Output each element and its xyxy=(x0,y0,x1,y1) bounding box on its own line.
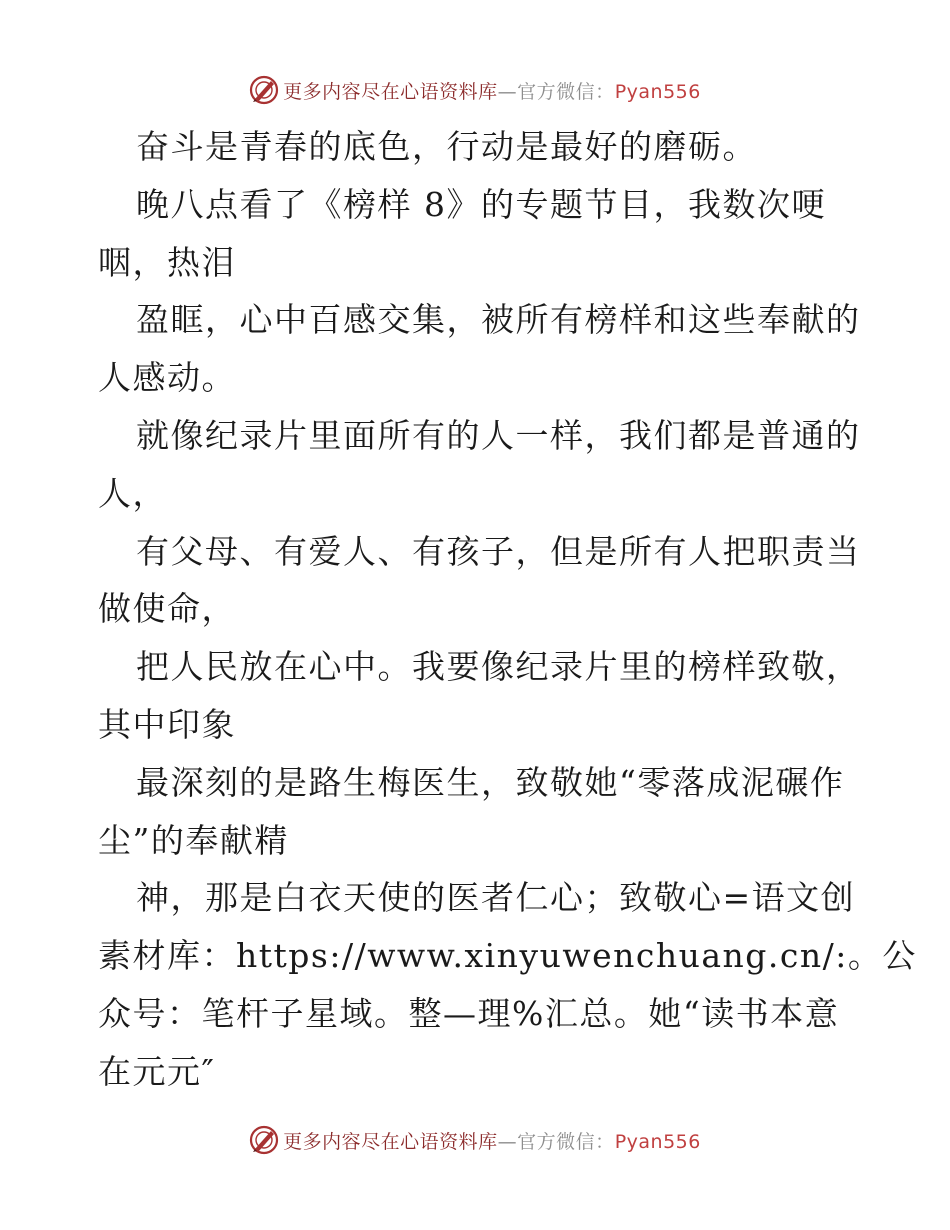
banner-text: 更多内容尽在心语资料库—官方微信：Pyan556 xyxy=(283,1130,701,1153)
body-line: 人感动。 xyxy=(98,358,236,398)
body-line: 人， xyxy=(98,473,167,513)
body-line: 咽，热泪 xyxy=(98,242,236,282)
body-line: 把人民放在心中。我要像纪录片里的榜样致敬， xyxy=(136,647,861,687)
body-line: 有父母、有爱人、有孩子，但是所有人把职责当 xyxy=(136,531,861,571)
body-line: 最深刻的是路生梅医生，致敬她“零落成泥碾作 xyxy=(136,762,845,802)
header-banner xyxy=(0,70,950,110)
body-line: 在元元″ xyxy=(98,1051,216,1091)
body-line: 其中印象 xyxy=(98,704,236,744)
quill-logo-icon xyxy=(249,1125,279,1155)
body-line: 盈眶，心中百感交集，被所有榜样和这些奉献的 xyxy=(136,300,861,340)
body-line: 晚八点看了《榜样 8》的专题节目，我数次哽 xyxy=(136,184,826,224)
body-line: 就像纪录片里面所有的人一样，我们都是普通的 xyxy=(136,415,861,455)
body-line: 众号：笔杆子星域。整—理%汇总。她“读书本意 xyxy=(98,993,840,1033)
body-line: 素材库：https://www.xinyuwenchuang.cn/:。公 xyxy=(98,936,917,976)
footer-banner xyxy=(0,1120,950,1160)
body-line: 尘”的奉献精 xyxy=(98,820,289,860)
quill-logo-icon xyxy=(249,75,279,105)
body-line: 神，那是白衣天使的医者仁心；致敬心=语文创 xyxy=(136,878,856,918)
banner-text: 更多内容尽在心语资料库—官方微信：Pyan556 xyxy=(283,80,701,103)
body-line: 做使命， xyxy=(98,589,236,629)
body-line: 奋斗是青春的底色，行动是最好的磨砺。 xyxy=(136,127,757,166)
document-body xyxy=(98,118,917,1101)
